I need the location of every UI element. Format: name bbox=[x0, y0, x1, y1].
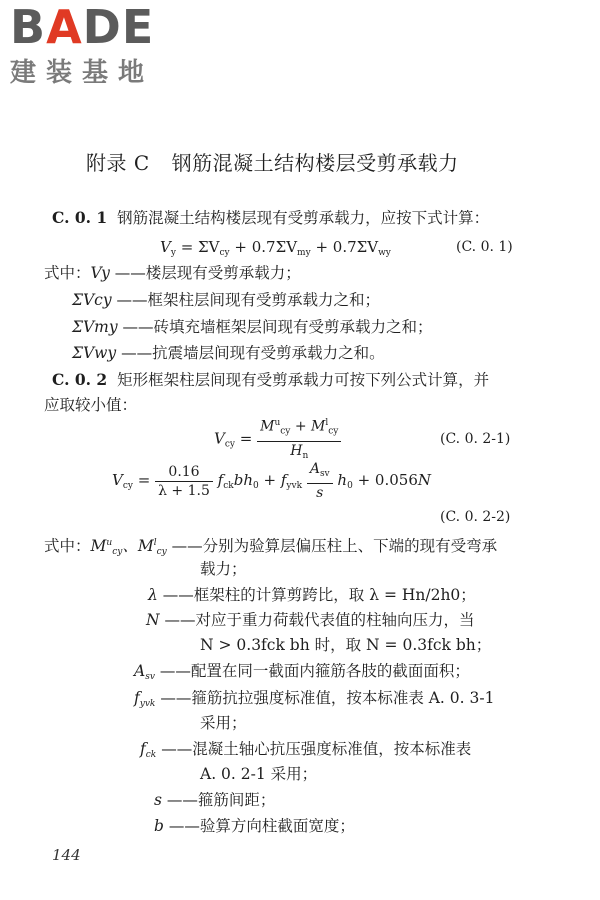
equation-number: (C. 0. 1) bbox=[456, 239, 513, 255]
symbol: $f_{yvk}$ bbox=[134, 689, 156, 709]
definition-line: ΣVcy ——框架柱层间现有受剪承载力之和； bbox=[72, 291, 381, 309]
logo-letter-b: B bbox=[10, 0, 47, 54]
definition-text-cont: A. 0. 2-1 采用； bbox=[200, 765, 318, 783]
definition-line: ΣVmy ——砖填充墙框架层间现有受剪承载力之和； bbox=[72, 318, 433, 336]
definition-line: $A_{sv}$ ——配置在同一截面内箍筋各肢的截面面积； bbox=[134, 662, 470, 682]
symbol: $M^u_{cy}$、$M^l_{cy}$ bbox=[90, 537, 167, 558]
symbol: λ bbox=[148, 586, 158, 604]
definition-line: $f_{ck}$ ——混凝土轴心抗压强度标准值，按本标准表 bbox=[140, 740, 472, 760]
definition-text-cont: 采用； bbox=[200, 714, 247, 732]
definition-text: 分别为验算层偏压柱上、下端的现有受弯承 bbox=[202, 537, 498, 556]
definition-text: 框架柱层间现有受剪承载力之和； bbox=[147, 291, 381, 309]
equation-c02-1: $V_{cy}$ = $\frac{M^u_{cy} + M^l_{cy}}{H_n}$ bbox=[214, 414, 341, 465]
equation-c01: $V_y = \Sigma V_{cy} + 0.7\Sigma V_{my} + 0.7\Sigma V_{wy}$ bbox=[160, 238, 391, 258]
equation-number: (C. 0. 2-1) bbox=[440, 431, 511, 447]
definition-text: 箍筋抗拉强度标准值，按本标准表 A. 0. 3-1 bbox=[191, 689, 495, 707]
symbol: Vy bbox=[90, 264, 110, 282]
brand-logo bbox=[10, 2, 154, 52]
definition-text-cont: N > 0.3fck bh 时，取 N = 0.3fck bh； bbox=[200, 636, 492, 654]
definition-text: 对应于重力荷载代表值的柱轴向压力，当 bbox=[195, 611, 475, 629]
definition-line: λ ——框架柱的计算剪跨比，取 λ = Hn/2h0； bbox=[148, 586, 476, 604]
symbol: ΣVcy bbox=[72, 291, 112, 309]
definition-line: ΣVwy ——抗震墙层间现有受剪承载力之和。 bbox=[72, 344, 385, 362]
definition-line: b ——验算方向柱截面宽度； bbox=[154, 817, 355, 835]
definition-text: 验算方向柱截面宽度； bbox=[199, 817, 355, 835]
definition-text: 框架柱的计算剪跨比，取 λ = Hn/2h0； bbox=[193, 586, 476, 604]
clause-text-cont: 应取较小值： bbox=[44, 396, 138, 414]
definition-line: N ——对应于重力荷载代表值的柱轴向压力，当 bbox=[146, 611, 475, 629]
definition-text: 混凝土轴心抗压强度标准值，按本标准表 bbox=[192, 740, 472, 758]
logo-letter-e: E bbox=[121, 0, 155, 54]
logo-letter-d: D bbox=[82, 0, 122, 54]
definition-line: $f_{yvk}$ ——箍筋抗拉强度标准值，按本标准表 A. 0. 3-1 bbox=[134, 689, 495, 709]
equation-number: (C. 0. 2-2) bbox=[440, 509, 511, 525]
definition-line: s ——箍筋间距； bbox=[154, 791, 276, 809]
clause-number: C. 0. 1 bbox=[52, 208, 108, 227]
definition-line: 式中：Vy ——楼层现有受剪承载力； bbox=[44, 264, 301, 282]
definition-text: 配置在同一截面内箍筋各肢的截面面积； bbox=[190, 662, 470, 680]
equation-c02-2: $V_{cy}$ = $\frac{0.16}{\lambda + 1.5}$ $f_{ck}bh_0 + f_{yvk}$ $\frac{A_{sv}}{s}$ $h_0 + 0.056N$ bbox=[112, 461, 431, 501]
clause-c01 bbox=[52, 207, 489, 229]
symbol: $f_{ck}$ bbox=[140, 740, 157, 760]
definition-text: 楼层现有受剪承载力； bbox=[145, 264, 301, 282]
definition-text: 抗震墙层间现有受剪承载力之和。 bbox=[152, 344, 385, 362]
clause-c02 bbox=[52, 369, 489, 391]
definition-text: 箍筋间距； bbox=[197, 791, 276, 809]
definition-line: 式中：$M^u_{cy}$、$M^l_{cy}$ ——分别为验算层偏压柱上、下端的现有受弯承 bbox=[44, 537, 498, 558]
definition-text-cont: 载力； bbox=[200, 560, 247, 578]
appendix-title-text: 钢筋混凝土结构楼层受剪承载力 bbox=[171, 151, 459, 175]
appendix-title bbox=[86, 150, 459, 176]
symbol: $A_{sv}$ bbox=[134, 662, 155, 682]
definition-text: 砖填充墙框架层间现有受剪承载力之和； bbox=[153, 318, 433, 336]
logo-subtitle: 建装基地 bbox=[10, 58, 155, 88]
clause-text: 矩形框架柱层间现有受剪承载力可按下列公式计算，并 bbox=[117, 371, 490, 389]
symbol: b bbox=[154, 817, 164, 835]
symbol: ΣVmy bbox=[72, 318, 118, 336]
page-number: 144 bbox=[52, 846, 81, 864]
clause-number: C. 0. 2 bbox=[52, 370, 108, 389]
clause-text: 钢筋混凝土结构楼层现有受剪承载力，应按下式计算： bbox=[117, 209, 490, 227]
symbol: N bbox=[146, 611, 160, 629]
symbol: s bbox=[154, 791, 162, 809]
appendix-label: 附录 C bbox=[86, 151, 150, 175]
symbol: ΣVwy bbox=[72, 344, 117, 362]
logo-letter-a: A bbox=[46, 0, 83, 54]
